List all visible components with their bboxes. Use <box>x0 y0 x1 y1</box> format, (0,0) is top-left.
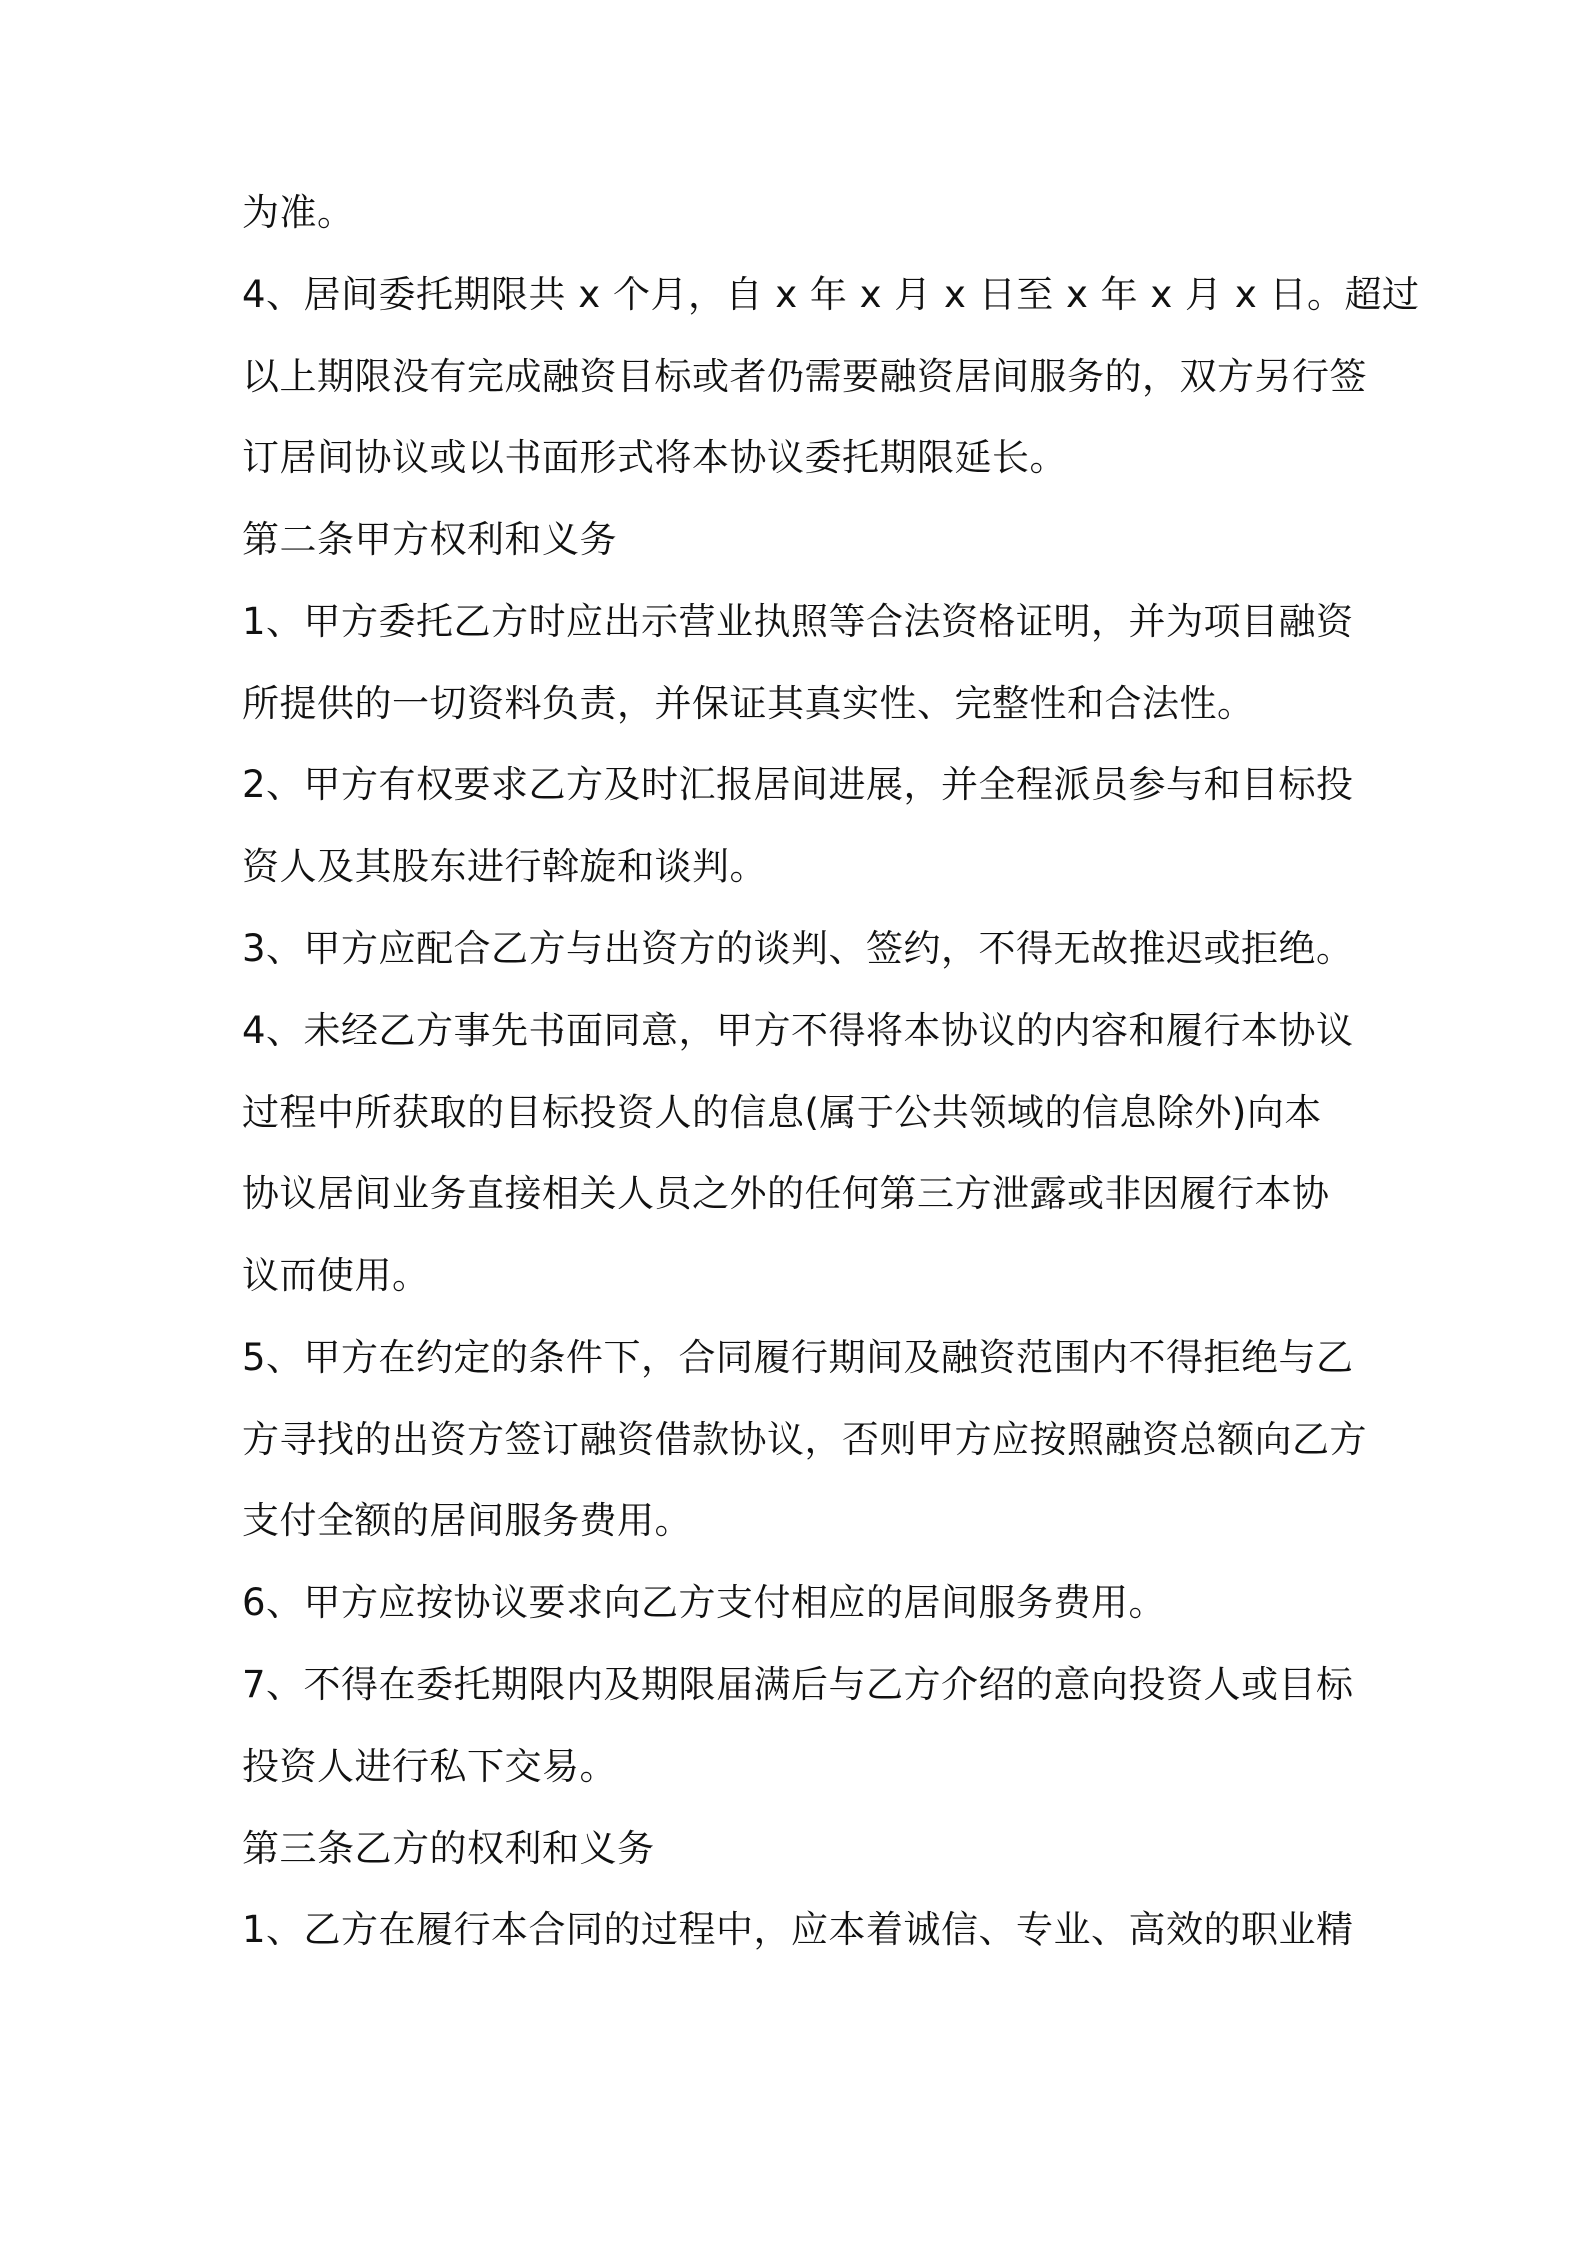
text-line: 5、甲方在约定的条件下，合同履行期间及融资范围内不得拒绝与乙 <box>242 1336 1354 1379</box>
text-line: 2、甲方有权要求乙方及时汇报居间进展，并全程派员参与和目标投 <box>242 763 1354 806</box>
text-line: 所提供的一切资料负责，并保证其真实性、完整性和合法性。 <box>242 682 1255 725</box>
text-line: 1、乙方在履行本合同的过程中，应本着诚信、专业、高效的职业精 <box>242 1908 1354 1951</box>
text-line: 3、甲方应配合乙方与出资方的谈判、签约，不得无故推迟或拒绝。 <box>242 927 1354 970</box>
text-line: 6、甲方应按协议要求向乙方支付相应的居间服务费用。 <box>242 1581 1167 1624</box>
text-line: 订居间协议或以书面形式将本协议委托期限延长。 <box>242 436 1067 479</box>
text-line: 为准。 <box>242 191 355 234</box>
text-line: 4、未经乙方事先书面同意，甲方不得将本协议的内容和履行本协议 <box>242 1009 1354 1052</box>
section-heading: 第三条乙方的权利和义务 <box>242 1827 655 1870</box>
text-line: 协议居间业务直接相关人员之外的任何第三方泄露或非因履行本协 <box>242 1172 1330 1215</box>
text-line: 议而使用。 <box>242 1254 430 1297</box>
text-line: 投资人进行私下交易。 <box>242 1745 617 1788</box>
text-line: 支付全额的居间服务费用。 <box>242 1499 692 1542</box>
text-line: 过程中所获取的目标投资人的信息(属于公共领域的信息除外)向本 <box>242 1091 1322 1134</box>
section-heading: 第二条甲方权利和义务 <box>242 518 617 561</box>
text-line: 以上期限没有完成融资目标或者仍需要融资居间服务的，双方另行签 <box>242 355 1367 398</box>
text-line: 4、居间委托期限共 x 个月，自 x 年 x 月 x 日至 x 年 x 月 x 日。超过 <box>242 273 1420 316</box>
text-line: 资人及其股东进行斡旋和谈判。 <box>242 845 767 888</box>
text-line: 方寻找的出资方签订融资借款协议，否则甲方应按照融资总额向乙方 <box>242 1418 1367 1461</box>
text-line: 1、甲方委托乙方时应出示营业执照等合法资格证明，并为项目融资 <box>242 600 1354 643</box>
text-line: 7、不得在委托期限内及期限届满后与乙方介绍的意向投资人或目标 <box>242 1663 1354 1706</box>
